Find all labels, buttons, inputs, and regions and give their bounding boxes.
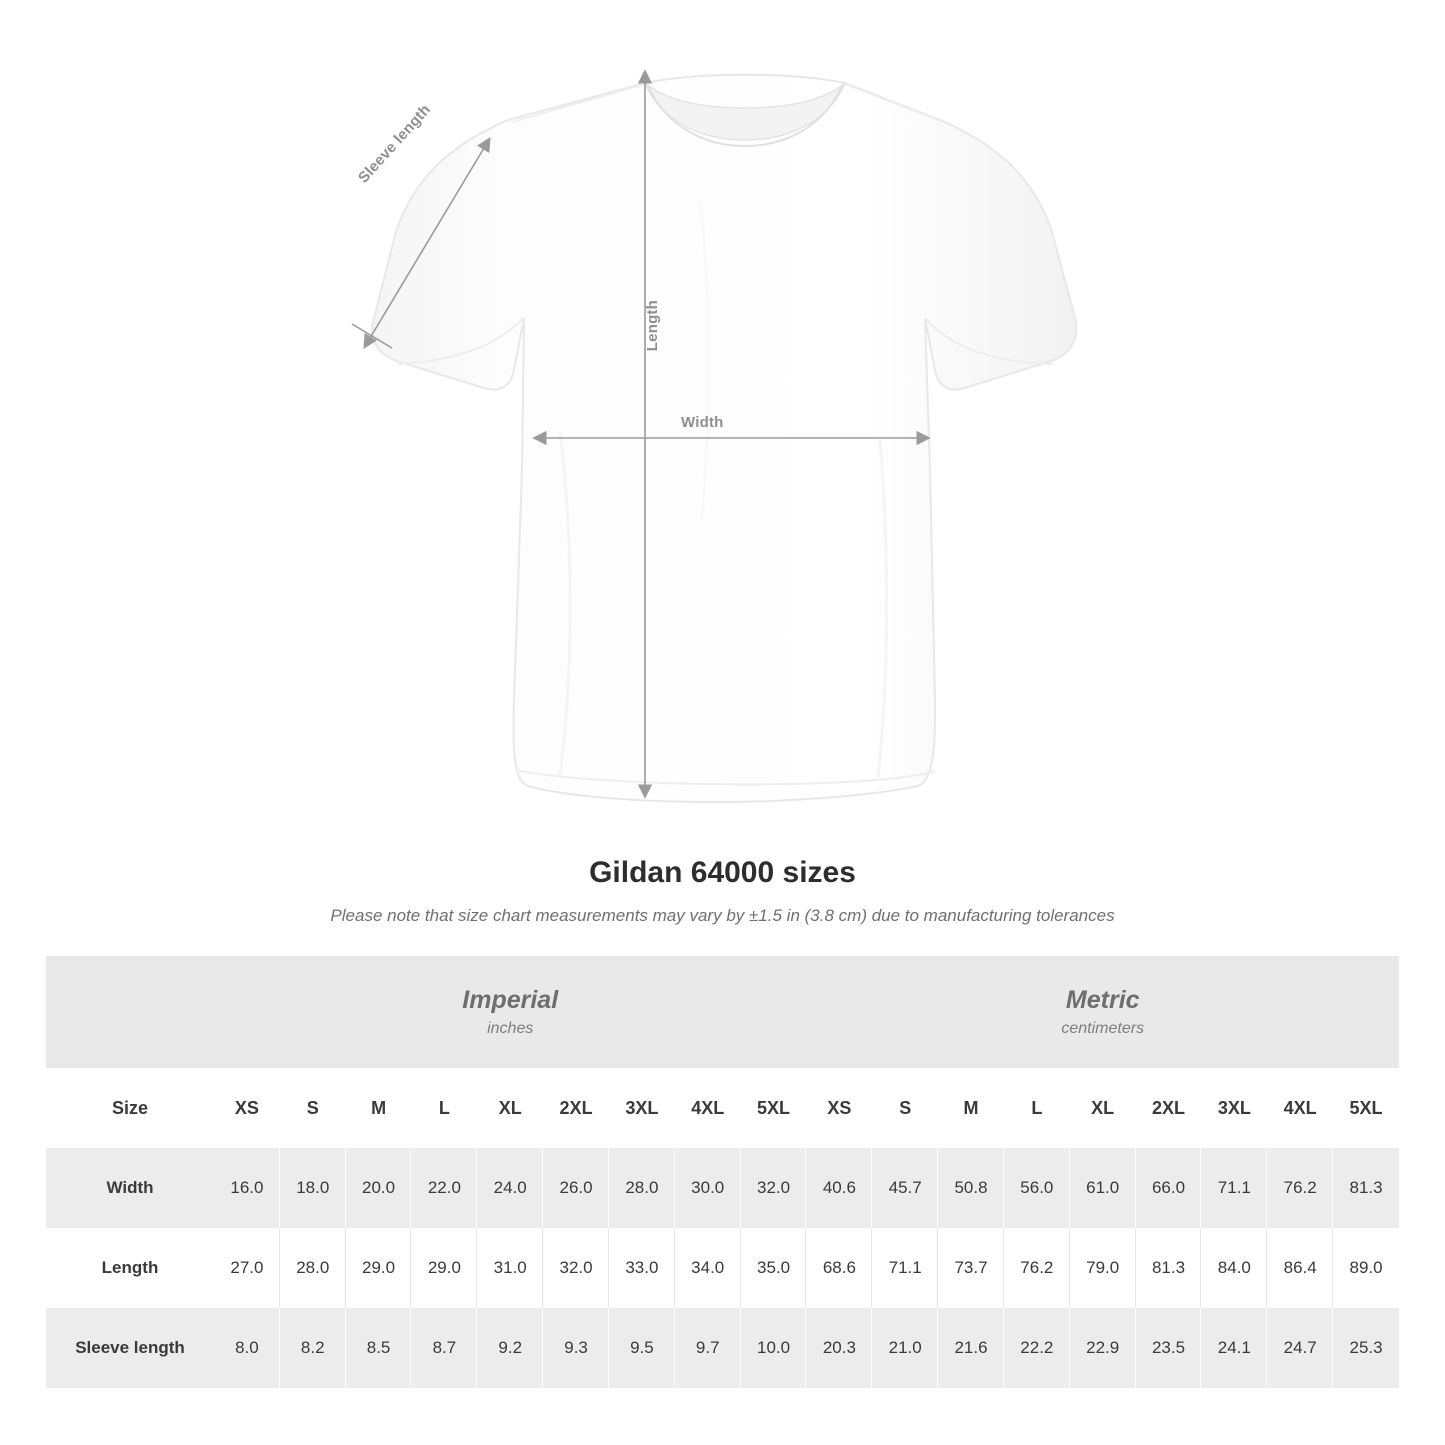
- length-imperial-3xl: 33.0: [609, 1228, 675, 1308]
- sleeve-imperial-l: 8.7: [411, 1308, 477, 1388]
- width-imperial-5xl: 32.0: [741, 1148, 807, 1228]
- imperial-sublabel: inches: [487, 1020, 534, 1038]
- size-col-3: L: [411, 1068, 477, 1148]
- width-metric-2xl: 66.0: [1136, 1148, 1202, 1228]
- sleeve-metric-m: 21.6: [938, 1308, 1004, 1388]
- width-metric-s: 45.7: [872, 1148, 938, 1228]
- table-row-width: [46, 1148, 1399, 1228]
- unit-header-metric: [806, 956, 1399, 1068]
- width-imperial-3xl: 28.0: [609, 1148, 675, 1228]
- table-row-length: [46, 1228, 1399, 1308]
- sleeve-metric-s: 21.0: [872, 1308, 938, 1388]
- tolerance-note: Please note that size chart measurements may vary by ±1.5 in (3.8 cm) due to manufacturing tolerances: [330, 906, 1115, 925]
- sleeve-imperial-m: 8.5: [346, 1308, 412, 1388]
- size-col-17: 5XL: [1333, 1068, 1399, 1148]
- unit-header-imperial: [214, 956, 806, 1068]
- sleeve-imperial-4xl: 9.7: [675, 1308, 741, 1388]
- unit-header-row: [46, 956, 1399, 1068]
- width-imperial-m: 20.0: [346, 1148, 412, 1228]
- width-dimension-label: Width: [681, 414, 724, 431]
- size-col-15: 3XL: [1201, 1068, 1267, 1148]
- length-metric-3xl: 84.0: [1201, 1228, 1267, 1308]
- length-imperial-2xl: 32.0: [543, 1228, 609, 1308]
- length-imperial-xl: 31.0: [477, 1228, 543, 1308]
- width-imperial-s: 18.0: [280, 1148, 346, 1228]
- sleeve-imperial-2xl: 9.3: [543, 1308, 609, 1388]
- size-chart-table: [46, 956, 1399, 1388]
- metric-label: Metric: [1065, 985, 1140, 1014]
- width-metric-xs: 40.6: [806, 1148, 872, 1228]
- length-imperial-5xl: 35.0: [741, 1228, 807, 1308]
- length-imperial-xs: 27.0: [214, 1228, 280, 1308]
- size-col-1: S: [280, 1068, 346, 1148]
- sleeve-imperial-s: 8.2: [280, 1308, 346, 1388]
- sleeve-metric-3xl: 24.1: [1201, 1308, 1267, 1388]
- length-metric-5xl: 89.0: [1333, 1228, 1399, 1308]
- length-metric-xl: 79.0: [1070, 1228, 1136, 1308]
- size-col-8: 5XL: [741, 1068, 807, 1148]
- sleeve-imperial-xl: 9.2: [477, 1308, 543, 1388]
- length-metric-s: 71.1: [872, 1228, 938, 1308]
- width-metric-xl: 61.0: [1070, 1148, 1136, 1228]
- row-header-size: Size: [46, 1068, 214, 1148]
- size-col-12: L: [1004, 1068, 1070, 1148]
- row-header-sleeve-length: Sleeve length: [46, 1308, 214, 1388]
- size-table-wrapper: [46, 956, 1399, 1388]
- metric-sublabel: centimeters: [1061, 1020, 1145, 1038]
- sleeve-metric-5xl: 25.3: [1333, 1308, 1399, 1388]
- width-metric-l: 56.0: [1004, 1148, 1070, 1228]
- width-imperial-xs: 16.0: [214, 1148, 280, 1228]
- size-col-7: 4XL: [675, 1068, 741, 1148]
- size-col-16: 4XL: [1267, 1068, 1333, 1148]
- size-col-0: XS: [214, 1068, 280, 1148]
- page-title: Gildan 64000 sizes: [589, 856, 856, 889]
- sleeve-length-dimension-label: Sleeve length: [355, 101, 435, 187]
- length-imperial-l: 29.0: [411, 1228, 477, 1308]
- width-imperial-2xl: 26.0: [543, 1148, 609, 1228]
- length-metric-2xl: 81.3: [1136, 1228, 1202, 1308]
- size-col-6: 3XL: [609, 1068, 675, 1148]
- length-metric-xs: 68.6: [806, 1228, 872, 1308]
- size-col-14: 2XL: [1136, 1068, 1202, 1148]
- length-imperial-4xl: 34.0: [675, 1228, 741, 1308]
- sleeve-imperial-3xl: 9.5: [609, 1308, 675, 1388]
- table-row-sleeve-length: [46, 1308, 1399, 1388]
- length-metric-l: 76.2: [1004, 1228, 1070, 1308]
- sleeve-metric-xl: 22.9: [1070, 1308, 1136, 1388]
- size-col-4: XL: [477, 1068, 543, 1148]
- row-header-length: Length: [46, 1228, 214, 1308]
- width-metric-3xl: 71.1: [1201, 1148, 1267, 1228]
- width-imperial-xl: 24.0: [477, 1148, 543, 1228]
- width-metric-m: 50.8: [938, 1148, 1004, 1228]
- length-dimension-label: Length: [644, 300, 661, 352]
- size-col-9: XS: [806, 1068, 872, 1148]
- imperial-label: Imperial: [462, 985, 559, 1014]
- table-row-size: [46, 1068, 1399, 1148]
- length-imperial-s: 28.0: [280, 1228, 346, 1308]
- size-col-13: XL: [1070, 1068, 1136, 1148]
- size-col-10: S: [872, 1068, 938, 1148]
- width-imperial-4xl: 30.0: [675, 1148, 741, 1228]
- width-imperial-l: 22.0: [411, 1148, 477, 1228]
- size-col-11: M: [938, 1068, 1004, 1148]
- length-metric-4xl: 86.4: [1267, 1228, 1333, 1308]
- width-metric-4xl: 76.2: [1267, 1148, 1333, 1228]
- unit-header-spacer: [46, 956, 214, 1068]
- sleeve-imperial-5xl: 10.0: [741, 1308, 807, 1388]
- width-metric-5xl: 81.3: [1333, 1148, 1399, 1228]
- size-col-2: M: [346, 1068, 412, 1148]
- length-metric-m: 73.7: [938, 1228, 1004, 1308]
- sleeve-metric-2xl: 23.5: [1136, 1308, 1202, 1388]
- sleeve-metric-xs: 20.3: [806, 1308, 872, 1388]
- size-col-5: 2XL: [543, 1068, 609, 1148]
- sleeve-metric-l: 22.2: [1004, 1308, 1070, 1388]
- length-imperial-m: 29.0: [346, 1228, 412, 1308]
- row-header-width: Width: [46, 1148, 214, 1228]
- sleeve-imperial-xs: 8.0: [214, 1308, 280, 1388]
- sleeve-metric-4xl: 24.7: [1267, 1308, 1333, 1388]
